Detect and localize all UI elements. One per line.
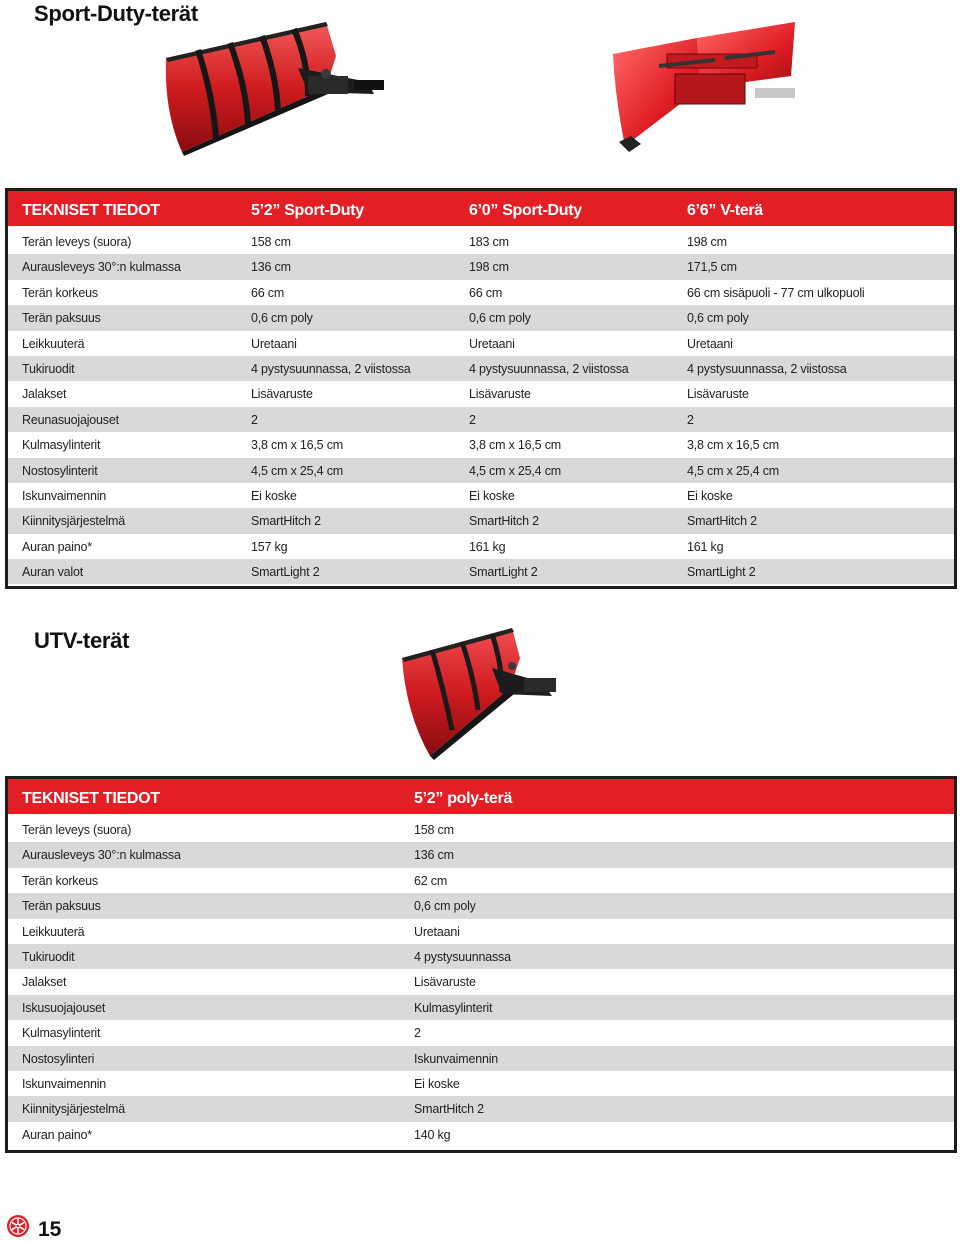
table-row bbox=[8, 356, 954, 381]
sport-duty-blade-image bbox=[158, 16, 398, 156]
row-label: Kulmasylinterit bbox=[22, 438, 101, 453]
cell: 4,5 cm x 25,4 cm bbox=[469, 463, 561, 478]
cell: Kulmasylinterit bbox=[414, 1000, 493, 1015]
table-row bbox=[8, 254, 954, 279]
table-row bbox=[8, 508, 954, 533]
table-row bbox=[8, 842, 954, 867]
table-row bbox=[8, 1071, 954, 1096]
cell: 66 cm sisäpuoli - 77 cm ulkopuoli bbox=[687, 285, 865, 300]
utv-spec-table bbox=[5, 776, 957, 1153]
cell: SmartHitch 2 bbox=[469, 514, 539, 529]
table-row bbox=[8, 1046, 954, 1071]
table-row bbox=[8, 969, 954, 994]
header-cell: 6’6” V-terä bbox=[687, 202, 763, 219]
cell: SmartLight 2 bbox=[687, 565, 756, 580]
row-label: Nostosylinterit bbox=[22, 463, 98, 478]
table-row bbox=[8, 559, 954, 584]
cell: Iskunvaimennin bbox=[414, 1051, 499, 1066]
cell: Lisävaruste bbox=[687, 387, 749, 402]
table-row bbox=[8, 331, 954, 356]
cell: 0,6 cm poly bbox=[687, 311, 749, 326]
row-label: Jalakset bbox=[22, 387, 67, 402]
row-label: Kiinnitysjärjestelmä bbox=[22, 514, 125, 529]
cell: 4 pystysuunnassa, 2 viistossa bbox=[251, 361, 411, 376]
row-label: Terän korkeus bbox=[22, 285, 98, 300]
row-label: Iskunvaimennin bbox=[22, 1076, 107, 1091]
cell: 0,6 cm poly bbox=[251, 311, 313, 326]
cell: SmartLight 2 bbox=[251, 565, 320, 580]
row-label: Leikkuuterä bbox=[22, 336, 85, 351]
row-label: Iskunvaimennin bbox=[22, 488, 107, 503]
cell: SmartHitch 2 bbox=[251, 514, 321, 529]
cell: 158 cm bbox=[251, 235, 291, 249]
row-label: Leikkuuterä bbox=[22, 924, 85, 939]
row-label: Tukiruodit bbox=[22, 361, 75, 376]
table-row bbox=[8, 1122, 954, 1147]
row-label: Terän korkeus bbox=[22, 873, 98, 888]
cell: 136 cm bbox=[251, 260, 291, 275]
snowflake-gear-icon bbox=[6, 1214, 30, 1238]
table-header bbox=[8, 191, 954, 229]
utv-title: UTV-terät bbox=[34, 628, 130, 653]
cell: 2 bbox=[251, 412, 258, 427]
cell: Ei koske bbox=[469, 488, 515, 503]
table-row bbox=[8, 1020, 954, 1045]
cell: 4 pystysuunnassa bbox=[414, 949, 511, 964]
cell: Uretaani bbox=[687, 336, 733, 351]
v-blade-image bbox=[605, 18, 805, 158]
cell: Lisävaruste bbox=[469, 387, 531, 402]
header-cell: TEKNISET TIEDOT bbox=[22, 202, 160, 219]
cell: 2 bbox=[687, 412, 694, 427]
cell: SmartLight 2 bbox=[469, 565, 538, 580]
row-label: Kiinnitysjärjestelmä bbox=[22, 1102, 125, 1117]
cell: 198 cm bbox=[469, 260, 509, 275]
sport-duty-spec-table bbox=[5, 188, 957, 589]
row-label: Terän leveys (suora) bbox=[22, 235, 132, 249]
cell: Lisävaruste bbox=[414, 975, 476, 990]
cell: Uretaani bbox=[251, 336, 297, 351]
cell: 2 bbox=[469, 412, 476, 427]
table-row bbox=[8, 432, 954, 457]
row-label: Reunasuojajouset bbox=[22, 412, 119, 427]
row-label: Aurausleveys 30°:n kulmassa bbox=[22, 260, 181, 275]
table-row bbox=[8, 280, 954, 305]
cell: Ei koske bbox=[687, 488, 733, 503]
cell: 158 cm bbox=[414, 823, 454, 837]
page-number: 15 bbox=[38, 1218, 62, 1241]
cell: Uretaani bbox=[414, 924, 460, 939]
table-row bbox=[8, 483, 954, 508]
table-row bbox=[8, 817, 954, 842]
table-row bbox=[8, 407, 954, 432]
cell: 3,8 cm x 16,5 cm bbox=[687, 438, 779, 453]
cell: 0,6 cm poly bbox=[414, 899, 476, 914]
cell: 4 pystysuunnassa, 2 viistossa bbox=[687, 361, 847, 376]
table-row bbox=[8, 944, 954, 969]
row-label: Auran paino* bbox=[22, 539, 92, 554]
table-row bbox=[8, 995, 954, 1020]
row-label: Jalakset bbox=[22, 975, 67, 990]
row-label: Aurausleveys 30°:n kulmassa bbox=[22, 848, 181, 863]
header-cell: 5’2” Sport-Duty bbox=[251, 202, 364, 219]
header-cell: 6’0” Sport-Duty bbox=[469, 202, 582, 219]
row-label: Nostosylinteri bbox=[22, 1051, 95, 1066]
row-label: Auran valot bbox=[22, 565, 84, 580]
cell: 2 bbox=[414, 1026, 421, 1041]
cell: 161 kg bbox=[469, 539, 506, 554]
cell: Ei koske bbox=[251, 488, 297, 503]
table-row bbox=[8, 1096, 954, 1121]
cell: 4,5 cm x 25,4 cm bbox=[687, 463, 779, 478]
cell: 157 kg bbox=[251, 539, 288, 554]
cell: 140 kg bbox=[414, 1127, 451, 1142]
row-label: Terän leveys (suora) bbox=[22, 823, 132, 837]
cell: 171,5 cm bbox=[687, 260, 737, 275]
table-row bbox=[8, 381, 954, 406]
cell: 183 cm bbox=[469, 235, 509, 249]
sport-duty-title: Sport-Duty-terät bbox=[34, 1, 198, 26]
row-label: Auran paino* bbox=[22, 1127, 92, 1142]
cell: 3,8 cm x 16,5 cm bbox=[251, 438, 343, 453]
table-row bbox=[8, 229, 954, 254]
cell: 66 cm bbox=[251, 285, 285, 300]
cell: Uretaani bbox=[469, 336, 515, 351]
cell: SmartHitch 2 bbox=[414, 1102, 484, 1117]
table-row bbox=[8, 868, 954, 893]
cell: 0,6 cm poly bbox=[469, 311, 531, 326]
row-label: Kulmasylinterit bbox=[22, 1026, 101, 1041]
cell: 136 cm bbox=[414, 848, 454, 863]
row-label: Terän paksuus bbox=[22, 311, 101, 326]
cell: Ei koske bbox=[414, 1076, 460, 1091]
cell: 4,5 cm x 25,4 cm bbox=[251, 463, 343, 478]
cell: 62 cm bbox=[414, 873, 448, 888]
table-row bbox=[8, 534, 954, 559]
cell: Lisävaruste bbox=[251, 387, 313, 402]
cell: 66 cm bbox=[469, 285, 503, 300]
table-row bbox=[8, 458, 954, 483]
row-label: Terän paksuus bbox=[22, 899, 101, 914]
table-row bbox=[8, 919, 954, 944]
cell: 198 cm bbox=[687, 235, 727, 249]
row-label: Tukiruodit bbox=[22, 949, 75, 964]
table-row bbox=[8, 893, 954, 918]
cell: 161 kg bbox=[687, 539, 724, 554]
cell: 4 pystysuunnassa, 2 viistossa bbox=[469, 361, 629, 376]
header-cell: TEKNISET TIEDOT bbox=[22, 790, 160, 807]
table-header bbox=[8, 779, 954, 817]
cell: 3,8 cm x 16,5 cm bbox=[469, 438, 561, 453]
header-cell: 5’2” poly-terä bbox=[414, 790, 513, 807]
cell: SmartHitch 2 bbox=[687, 514, 757, 529]
row-label: Iskusuojajouset bbox=[22, 1000, 106, 1015]
utv-blade-image bbox=[392, 618, 564, 760]
table-row bbox=[8, 305, 954, 330]
